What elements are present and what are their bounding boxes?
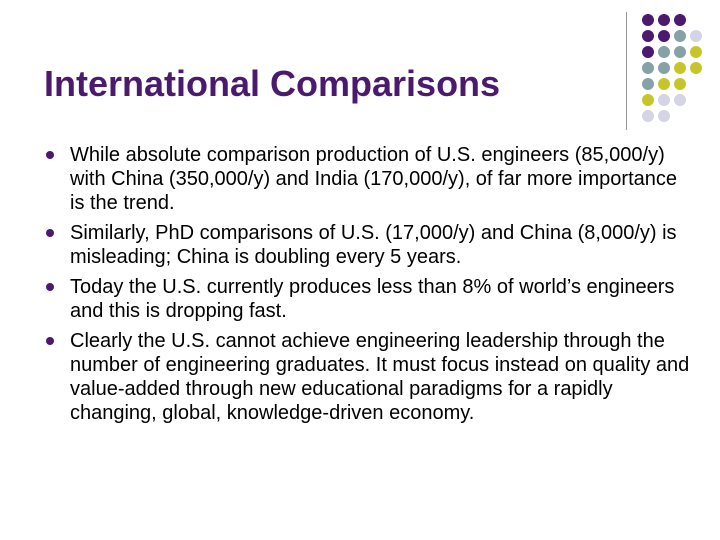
decorative-dot — [674, 30, 686, 42]
decorative-dot — [658, 62, 670, 74]
decorative-dot-grid — [640, 12, 720, 132]
decorative-dot — [674, 46, 686, 58]
bullet-text: Today the U.S. currently produces less than 8% of world’s engineers and this is dropping fast. — [70, 276, 675, 322]
bullet-item — [44, 143, 694, 215]
bullet-item — [44, 221, 694, 269]
bullet-icon — [46, 337, 54, 345]
bullet-text: Clearly the U.S. cannot achieve engineering leadership through the number of engineering graduates. It must focus instead on quality and value-added through new educational paradigms for a rapidly changing, global, knowledge-driven economy. — [70, 330, 690, 424]
bullet-text: While absolute comparison production of U.S. engineers (85,000/y) with China (350,000/y) and India (170,000/y), of far more importance is the trend. — [70, 144, 677, 214]
decorative-dot — [642, 78, 654, 90]
decorative-dot — [674, 62, 686, 74]
decorative-dot — [642, 46, 654, 58]
title-divider-line — [626, 12, 627, 130]
decorative-dot — [642, 30, 654, 42]
decorative-dot — [690, 46, 702, 58]
decorative-dot — [658, 94, 670, 106]
decorative-dot — [642, 110, 654, 122]
decorative-dot — [658, 78, 670, 90]
decorative-dot — [658, 30, 670, 42]
bullet-icon — [46, 151, 54, 159]
decorative-dot — [690, 62, 702, 74]
bullet-item — [44, 275, 694, 323]
bullet-text: Similarly, PhD comparisons of U.S. (17,000/y) and China (8,000/y) is misleading; China is doubling every 5 years. — [70, 222, 677, 268]
decorative-dot — [642, 62, 654, 74]
bullet-icon — [46, 283, 54, 291]
bullet-list — [44, 143, 694, 431]
decorative-dot — [674, 78, 686, 90]
decorative-dot — [642, 94, 654, 106]
decorative-dot — [674, 14, 686, 26]
bullet-item — [44, 329, 694, 425]
decorative-dot — [690, 30, 702, 42]
decorative-dot — [658, 46, 670, 58]
slide-title: International Comparisons — [44, 63, 501, 104]
decorative-dot — [658, 110, 670, 122]
decorative-dot — [674, 94, 686, 106]
decorative-dot — [642, 14, 654, 26]
bullet-icon — [46, 229, 54, 237]
decorative-dot — [658, 14, 670, 26]
